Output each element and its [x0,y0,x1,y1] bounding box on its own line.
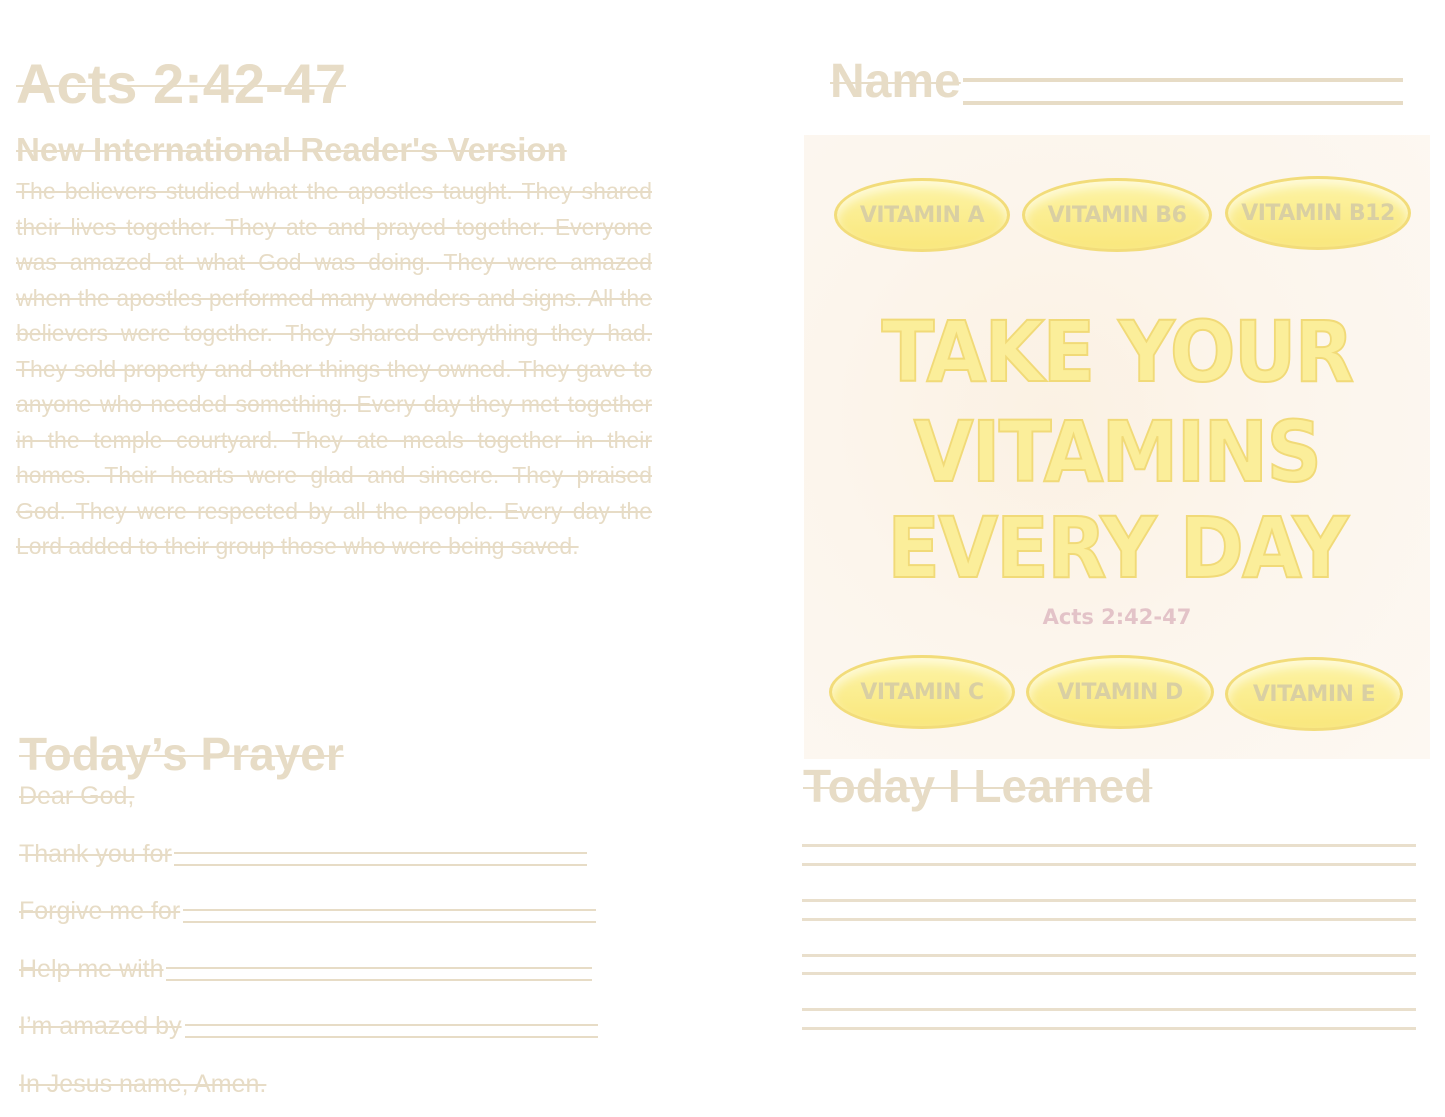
prayer-blank [166,967,592,969]
learned-title: Today I Learned [803,760,1153,812]
bible-version: New International Reader's Version [16,131,567,168]
poster-headline-line: TAKE YOUR [881,303,1353,401]
writing-line [802,1008,1416,1011]
scripture-text: The believers studied what the apostles taught. They shared their lives together. They ate and prayed together. Everyone was amazed at what God was doing. They were amazed when the apostles performed many wonders and signs. All the believers were together. They shared everything they had. They sold property and other things they owned. They gave to anyone who needed something. Every day they met together in the temple courtyard. They ate meals together in their homes. Their hearts were glad and sincere. They praised God. They were respected by all the people. Every day the Lord added to their group those who were being saved. [16,178,652,559]
prayer-blank [183,909,596,911]
prayer-blank [174,864,587,866]
prayer-blank [166,979,592,981]
writing-line [802,1027,1416,1030]
prayer-prompt: Help me with [19,955,164,983]
writing-line [802,863,1416,866]
prayer-greeting: Dear God, [19,782,135,810]
writing-line [802,954,1416,957]
writing-line [802,844,1416,847]
name-label: Name [830,55,961,108]
prayer-blank [185,1036,598,1038]
name-line [963,101,1403,105]
vitamin-pill: VITAMIN B6 [1022,178,1212,252]
vitamin-pill: VITAMIN A [834,178,1010,252]
prayer-title: Today’s Prayer [19,728,344,780]
writing-line [802,918,1416,921]
prayer-closing: In Jesus name, Amen. [19,1070,267,1098]
prayer-prompt: Forgive me for [19,897,181,925]
poster-headline-line: VITAMINS [913,403,1321,501]
vitamin-pill: VITAMIN D [1026,655,1214,729]
vitamins-poster [804,135,1430,759]
prayer-blank [183,921,596,923]
prayer-blank [174,852,587,854]
poster-headline-line: EVERY DAY [887,499,1347,597]
prayer-blank [185,1024,598,1026]
writing-line [802,899,1416,902]
writing-line [802,972,1416,975]
prayer-prompt: I’m amazed by [19,1012,182,1040]
vitamin-pill: VITAMIN B12 [1225,176,1411,250]
name-line [963,78,1403,82]
vitamin-pill: VITAMIN E [1225,657,1403,731]
poster-reference: Acts 2:42-47 [1042,605,1192,629]
passage-title: Acts 2:42-47 [16,52,346,115]
vitamin-pill: VITAMIN C [829,655,1015,729]
prayer-prompt: Thank you for [19,840,172,868]
